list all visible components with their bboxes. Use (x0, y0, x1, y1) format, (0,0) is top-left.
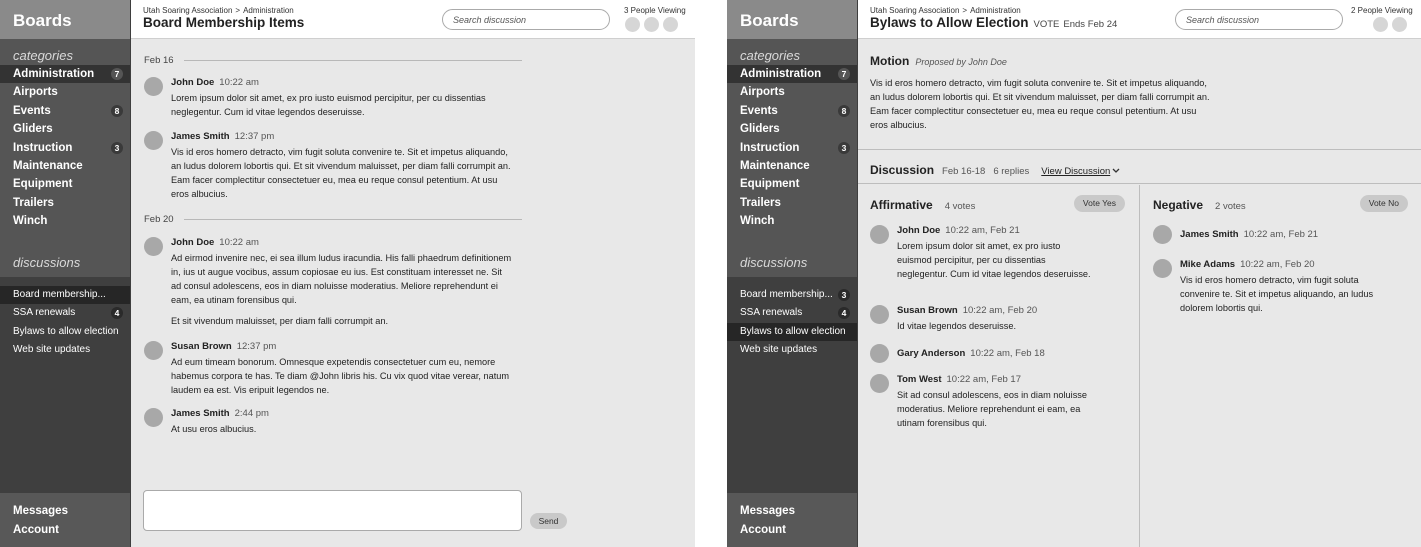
discussion-title: Discussion (870, 163, 935, 177)
avatar[interactable] (870, 305, 889, 324)
account-link[interactable]: Account (740, 524, 786, 536)
viewing-count: 2 People Viewing (1351, 6, 1413, 15)
discussions-section (0, 277, 130, 493)
sidebar-item-instruction[interactable] (727, 139, 857, 157)
discussion-label: Web site updates (13, 343, 91, 355)
affirmative-title: Affirmative (870, 198, 933, 212)
breadcrumb (143, 6, 294, 15)
messages-link[interactable]: Messages (13, 505, 68, 517)
comment-item (1153, 225, 1383, 244)
sidebar (727, 0, 858, 547)
motion-proposer: Proposed by John Doe (915, 57, 1007, 67)
bylaws-vote-screen (727, 0, 1421, 547)
categories-label: categories (13, 48, 73, 63)
discussion-label: Bylaws to allow election (13, 325, 119, 337)
avatar[interactable] (625, 17, 640, 32)
sidebar-item-airports[interactable] (727, 83, 857, 101)
count-badge: 3 (838, 142, 850, 154)
sidebar-item-gliders[interactable] (0, 120, 130, 138)
author-name[interactable]: Tom West (897, 374, 942, 385)
message-time: 12:37 pm (236, 341, 277, 352)
discussion-replies: 6 replies (993, 166, 1030, 177)
comment-text: Sit ad consul adolescens, eos in diam noluisse moderatius. Meliore reprehendunt ei eam, ea utinam forensibus qui. (897, 390, 1087, 428)
category-label: Administration (740, 68, 822, 80)
avatar[interactable] (870, 225, 889, 244)
view-discussion-label: View Discussion (1041, 166, 1111, 177)
message-time: 10:22 am (219, 77, 259, 88)
comment-item (870, 374, 1100, 430)
motion-text: Vis id eros homero detracto, vim fugit soluta convenire te. Sit et impetus aliquando, an ludus dolorem lobortis qui. Et sit vivendum maluisset, per diam falli corrumpit an. Eam facer complectitur consectetuer eu, mea eu reque consul petentium. At usu eros albucius. (870, 78, 1210, 130)
chevron-down-icon[interactable] (1112, 167, 1120, 176)
message-item (144, 341, 514, 397)
date-separator (144, 214, 522, 225)
author-name[interactable]: Gary Anderson (897, 348, 966, 359)
sidebar-title: Boards (0, 0, 130, 39)
category-label: Instruction (13, 141, 73, 154)
discussion-label: Board membership... (740, 289, 833, 300)
count-badge: 7 (838, 68, 850, 80)
category-label: Gliders (740, 123, 780, 136)
category-label: Winch (13, 215, 48, 228)
page-header (131, 0, 695, 39)
discussion-item-web-site[interactable] (0, 341, 130, 359)
comment-time: 10:22 am, Feb 20 (962, 305, 1038, 316)
message-text: At usu eros albucius. (171, 424, 257, 434)
sidebar-item-instruction[interactable] (0, 139, 130, 157)
avatar[interactable] (870, 344, 889, 363)
discussion-label: Board membership... (13, 289, 106, 300)
sidebar-item-maintenance[interactable] (0, 157, 130, 175)
comment-time: 10:22 am, Feb 17 (946, 374, 1021, 385)
count-badge: 8 (838, 105, 850, 117)
discussions-label: discussions (740, 255, 808, 270)
viewer-avatars (1373, 17, 1407, 32)
discussion-item-board-membership[interactable] (727, 286, 857, 304)
motion-panel (858, 39, 1421, 150)
count-badge: 3 (838, 289, 850, 301)
author-name[interactable]: John Doe (897, 225, 941, 236)
sidebar-item-winch[interactable] (0, 212, 130, 230)
discussion-label: Web site updates (740, 343, 818, 355)
discussion-bar (858, 150, 1421, 184)
comment-item (870, 225, 1100, 281)
vote-no-button[interactable]: Vote No (1360, 195, 1408, 212)
comment-item (870, 344, 1100, 363)
divider (184, 219, 522, 220)
sidebar-item-equipment[interactable] (727, 175, 857, 193)
comment-text: Lorem ipsum dolor sit amet, ex pro iusto euismod percipitur, per cu dissentias neglegentur. Cum id vitae legendos deseruisse. (897, 241, 1091, 279)
author-name[interactable]: James Smith (171, 408, 230, 419)
comment-time: 10:22 am, Feb 21 (945, 225, 1020, 236)
sidebar-item-events[interactable] (727, 102, 857, 120)
comment-text: Vis id eros homero detracto, vim fugit soluta convenire te. Sit et impetus aliquando, an ludus dolorem lobortis qui. (1180, 275, 1374, 313)
vote-tag: VOTE (1033, 19, 1060, 30)
sidebar-item-gliders[interactable] (727, 120, 857, 138)
message-text: Vis id eros homero detracto, vim fugit soluta convenire te. Sit et impetus aliquando, an ludus dolorem lobortis qui. Et sit vivendum maluisset, per diam falli corrumpit an. Eam facer complectitur consectetuer eu, mea eu reque consul petentium. At usu eros albucius. (171, 147, 511, 199)
avatar[interactable] (1392, 17, 1407, 32)
message-item (144, 77, 514, 119)
sidebar-footer (727, 493, 857, 547)
discussion-label: Bylaws to allow election (740, 325, 846, 337)
negative-title: Negative (1153, 198, 1204, 212)
author-name[interactable]: James Smith (171, 131, 230, 142)
avatar[interactable] (1153, 225, 1172, 244)
count-badge: 3 (111, 142, 123, 154)
sidebar-footer (0, 493, 130, 547)
category-label: Gliders (13, 123, 53, 136)
category-label: Airports (13, 86, 58, 99)
board-membership-screen (0, 0, 695, 547)
author-name[interactable]: Mike Adams (1180, 259, 1236, 270)
author-name[interactable]: Susan Brown (897, 305, 958, 316)
avatar[interactable] (144, 341, 163, 360)
category-label: Maintenance (740, 159, 810, 172)
negative-column (1141, 185, 1421, 547)
view-discussion-link[interactable] (1041, 166, 1110, 177)
comment-item (870, 305, 1100, 333)
avatar[interactable] (644, 17, 659, 32)
message-time: 2:44 pm (234, 408, 269, 419)
sidebar-item-airports[interactable] (0, 83, 130, 101)
category-label: Equipment (740, 178, 800, 191)
sidebar-item-maintenance[interactable] (727, 157, 857, 175)
discussion-item-ssa-renewals[interactable] (727, 304, 857, 322)
negative-votes: 2 votes (1215, 201, 1246, 212)
avatar[interactable] (1153, 259, 1172, 278)
author-name[interactable]: James Smith (1180, 229, 1239, 240)
messages-link[interactable]: Messages (740, 505, 795, 517)
breadcrumb-section[interactable]: Administration (243, 6, 294, 15)
avatar[interactable] (144, 131, 163, 150)
avatar[interactable] (870, 374, 889, 393)
page-title: Bylaws to Allow Election (870, 15, 1029, 30)
message-text: Et sit vivendum maluisset, per diam falli corrumpit an. (171, 316, 389, 326)
discussion-dates: Feb 16-18 (942, 166, 986, 177)
sidebar-item-trailers[interactable] (727, 194, 857, 212)
vote-deadline: Ends Feb 24 (1063, 19, 1118, 30)
affirmative-column (858, 185, 1140, 547)
sidebar-item-trailers[interactable] (0, 194, 130, 212)
discussion-item-board-membership[interactable] (0, 286, 130, 304)
breadcrumb (870, 6, 1021, 15)
categories-label: categories (740, 48, 800, 63)
author-name[interactable]: Susan Brown (171, 341, 232, 352)
author-name[interactable]: John Doe (171, 237, 215, 248)
discussions-label: discussions (13, 255, 81, 270)
sidebar-item-winch[interactable] (727, 212, 857, 230)
comment-time: 10:22 am, Feb 18 (970, 348, 1045, 359)
avatar[interactable] (663, 17, 678, 32)
avatar[interactable] (144, 77, 163, 96)
discussion-item-bylaws[interactable] (727, 323, 857, 341)
sidebar (0, 0, 131, 547)
sidebar-item-equipment[interactable] (0, 175, 130, 193)
message-item (144, 408, 514, 436)
divider (184, 60, 522, 61)
count-badge: 7 (111, 68, 123, 80)
sidebar-title: Boards (727, 0, 857, 39)
message-text: Lorem ipsum dolor sit amet, ex pro iusto euismod percipitur, per cu dissentias neglegentur. Cum id vitae legendos deseruisse. (171, 93, 486, 117)
discussion-item-bylaws[interactable] (0, 323, 130, 341)
date-label: Feb 16 (144, 55, 174, 66)
breadcrumb-separator: > (962, 6, 968, 15)
category-label: Equipment (13, 178, 73, 191)
viewer-avatars (625, 17, 678, 32)
message-time: 10:22 am (219, 237, 259, 248)
categories-section (727, 39, 857, 277)
breadcrumb-org[interactable]: Utah Soaring Association (870, 6, 960, 15)
comment-text: Id vitae legendos deseruisse. (897, 321, 1017, 331)
category-label: Trailers (13, 196, 54, 209)
discussion-item-web-site[interactable] (727, 341, 857, 359)
affirmative-votes: 4 votes (944, 201, 976, 212)
discussion-label: SSA renewals (13, 307, 76, 319)
avatar[interactable] (144, 237, 163, 256)
categories-section (0, 39, 130, 277)
message-text: Ad eum timeam bonorum. Omnesque expetendis consectetuer cum eu, nemore habemus corpora te has. Te diam @John libris his. Cu vix quod vitae verear, natum laudem ea est. Vis eripuit legendos ne. (171, 357, 510, 395)
account-link[interactable]: Account (13, 524, 59, 536)
message-text: Ad eirmod invenire nec, ei sea illum ludus iracundia. His falli phaedrum definitionem in, ius ut augue vocibus, assum copiosae eu ius. Est constituam interesset ne. Sit ad consul adolescens, eos in diam noluisse moderatius. Meliore reprehendunt ei eam, ea utinam forensibus qui. (171, 253, 512, 305)
count-badge: 8 (111, 105, 123, 117)
breadcrumb-separator: > (235, 6, 241, 15)
search-input[interactable] (442, 9, 610, 30)
discussion-label: SSA renewals (740, 307, 803, 319)
message-feed (131, 39, 695, 547)
date-separator (144, 55, 522, 66)
viewing-count: 3 People Viewing (624, 6, 686, 15)
search-input[interactable] (1175, 9, 1343, 30)
category-label: Trailers (740, 196, 781, 209)
message-time: 12:37 pm (234, 131, 275, 142)
breadcrumb-section[interactable]: Administration (970, 6, 1021, 15)
message-composer[interactable] (143, 490, 522, 531)
avatar[interactable] (144, 408, 163, 427)
author-name[interactable]: John Doe (171, 77, 215, 88)
sidebar-item-administration[interactable] (727, 65, 857, 83)
page-title-row (870, 15, 1117, 30)
category-label: Instruction (740, 141, 800, 154)
motion-title: Motion (870, 54, 910, 68)
date-label: Feb 20 (144, 214, 174, 225)
breadcrumb-org[interactable]: Utah Soaring Association (143, 6, 233, 15)
category-label: Administration (13, 68, 95, 80)
sidebar-item-events[interactable] (0, 102, 130, 120)
sidebar-item-administration[interactable] (0, 65, 130, 83)
count-badge: 4 (111, 307, 123, 319)
discussions-section (727, 277, 857, 493)
comment-item (1153, 259, 1383, 315)
send-button[interactable]: Send (530, 513, 567, 529)
category-label: Airports (740, 86, 785, 99)
comment-time: 10:22 am, Feb 20 (1240, 259, 1315, 270)
message-item (144, 237, 514, 328)
avatar[interactable] (1373, 17, 1388, 32)
category-label: Winch (740, 215, 775, 228)
count-badge: 4 (838, 307, 850, 319)
category-label: Maintenance (13, 159, 83, 172)
page-title: Board Membership Items (143, 15, 305, 30)
category-label: Events (740, 104, 778, 117)
page-header (858, 0, 1421, 39)
comment-time: 10:22 am, Feb 21 (1243, 229, 1319, 240)
message-item (144, 131, 514, 201)
discussion-item-ssa-renewals[interactable] (0, 304, 130, 322)
vote-yes-button[interactable]: Vote Yes (1074, 195, 1125, 212)
category-label: Events (13, 104, 51, 117)
